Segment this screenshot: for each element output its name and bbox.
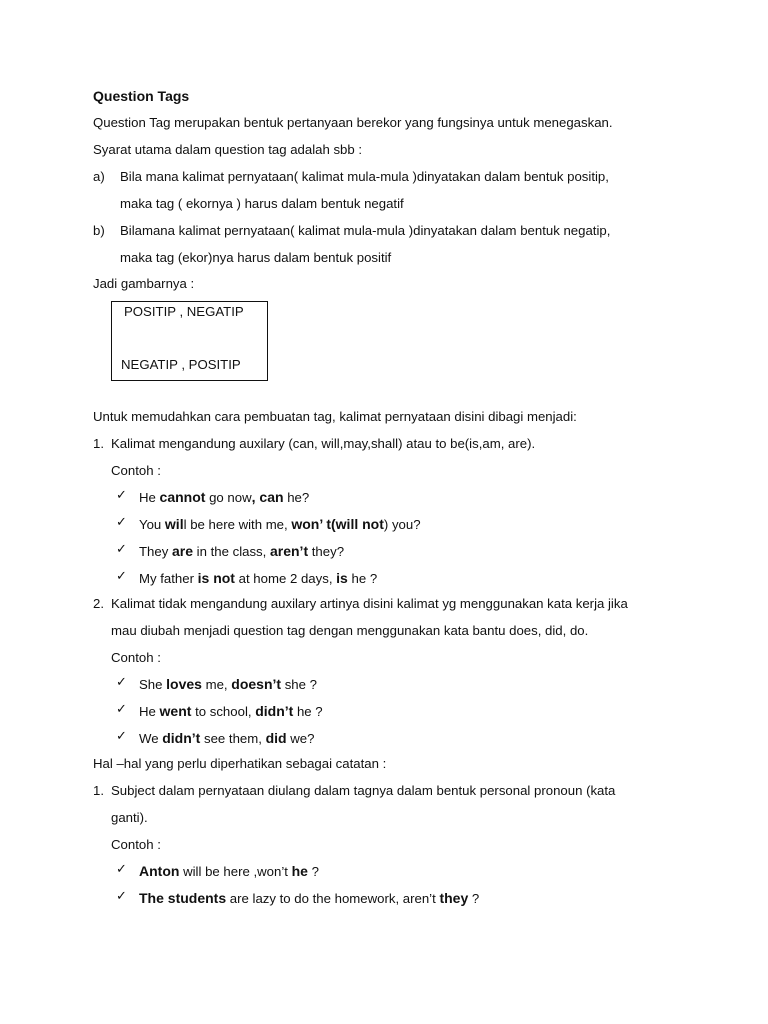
- rule-a-line2: maka tag ( ekornya ) harus dalam bentuk negatif: [120, 196, 404, 211]
- section2-line2: mau diubah menjadi question tag dengan menggunakan kata bantu does, did, do.: [111, 623, 589, 638]
- rule-a-line1: Bila mana kalimat pernyataan( kalimat mula-mula )dinyatakan dalam bentuk positip,: [120, 169, 609, 184]
- rule-b-marker: b): [93, 223, 105, 238]
- example-sentence: He cannot go now, can he?: [139, 489, 310, 505]
- intro-paragraph: Question Tag merupakan bentuk pertanyaan berekor yang fungsinya untuk menegaskan.: [93, 115, 613, 130]
- rule-b-line2: maka tag (ekor)nya harus dalam bentuk positif: [120, 250, 392, 265]
- check-icon: ✓: [116, 675, 127, 690]
- section2-line1: Kalimat tidak mengandung auxilary artinya disini kalimat yg menggunakan kata kerja jika: [111, 596, 628, 611]
- check-icon: ✓: [116, 488, 127, 503]
- example-sentence: The students are lazy to do the homework, aren’t they ?: [139, 890, 480, 906]
- check-icon: ✓: [116, 702, 127, 717]
- check-icon: ✓: [116, 729, 127, 744]
- section1-contoh: Contoh :: [111, 463, 161, 478]
- example-sentence: We didn’t see them, did we?: [139, 730, 315, 746]
- check-icon: ✓: [116, 862, 127, 877]
- section3-marker: 1.: [93, 783, 104, 798]
- section2-contoh: Contoh :: [111, 650, 161, 665]
- section3-line2: ganti).: [111, 810, 148, 825]
- rule-b-line1: Bilamana kalimat pernyataan( kalimat mula-mula )dinyatakan dalam bentuk negatip,: [120, 223, 611, 238]
- section1-text: Kalimat mengandung auxilary (can, will,may,shall) atau to be(is,am, are).: [111, 436, 536, 451]
- untuk-paragraph: Untuk memudahkan cara pembuatan tag, kalimat pernyataan disini dibagi menjadi:: [93, 409, 577, 424]
- check-icon: ✓: [116, 889, 127, 904]
- rule-a-marker: a): [93, 169, 105, 184]
- check-icon: ✓: [116, 569, 127, 584]
- box-row-positip-negatip: POSITIP , NEGATIP: [124, 304, 244, 319]
- section2-marker: 2.: [93, 596, 104, 611]
- section3-contoh: Contoh :: [111, 837, 161, 852]
- section3-line1: Subject dalam pernyataan diulang dalam tagnya dalam bentuk personal pronoun (kata: [111, 783, 616, 798]
- syarat-paragraph: Syarat utama dalam question tag adalah sbb :: [93, 142, 363, 157]
- example-sentence: They are in the class, aren’t they?: [139, 543, 345, 559]
- diagram-box: [111, 301, 268, 381]
- example-sentence: Anton will be here ,won’t he ?: [139, 863, 319, 879]
- jadi-paragraph: Jadi gambarnya :: [93, 276, 195, 291]
- example-sentence: You will be here with me, won’ t(will not) you?: [139, 516, 421, 532]
- example-sentence: She loves me, doesn’t she ?: [139, 676, 317, 692]
- doc-title: Question Tags: [93, 88, 190, 104]
- hal-paragraph: Hal –hal yang perlu diperhatikan sebagai catatan :: [93, 756, 387, 771]
- check-icon: ✓: [116, 515, 127, 530]
- check-icon: ✓: [116, 542, 127, 557]
- example-sentence: He went to school, didn’t he ?: [139, 703, 323, 719]
- example-sentence: My father is not at home 2 days, is he ?: [139, 570, 378, 586]
- box-row-negatip-positip: NEGATIP , POSITIP: [121, 357, 241, 372]
- section1-marker: 1.: [93, 436, 104, 451]
